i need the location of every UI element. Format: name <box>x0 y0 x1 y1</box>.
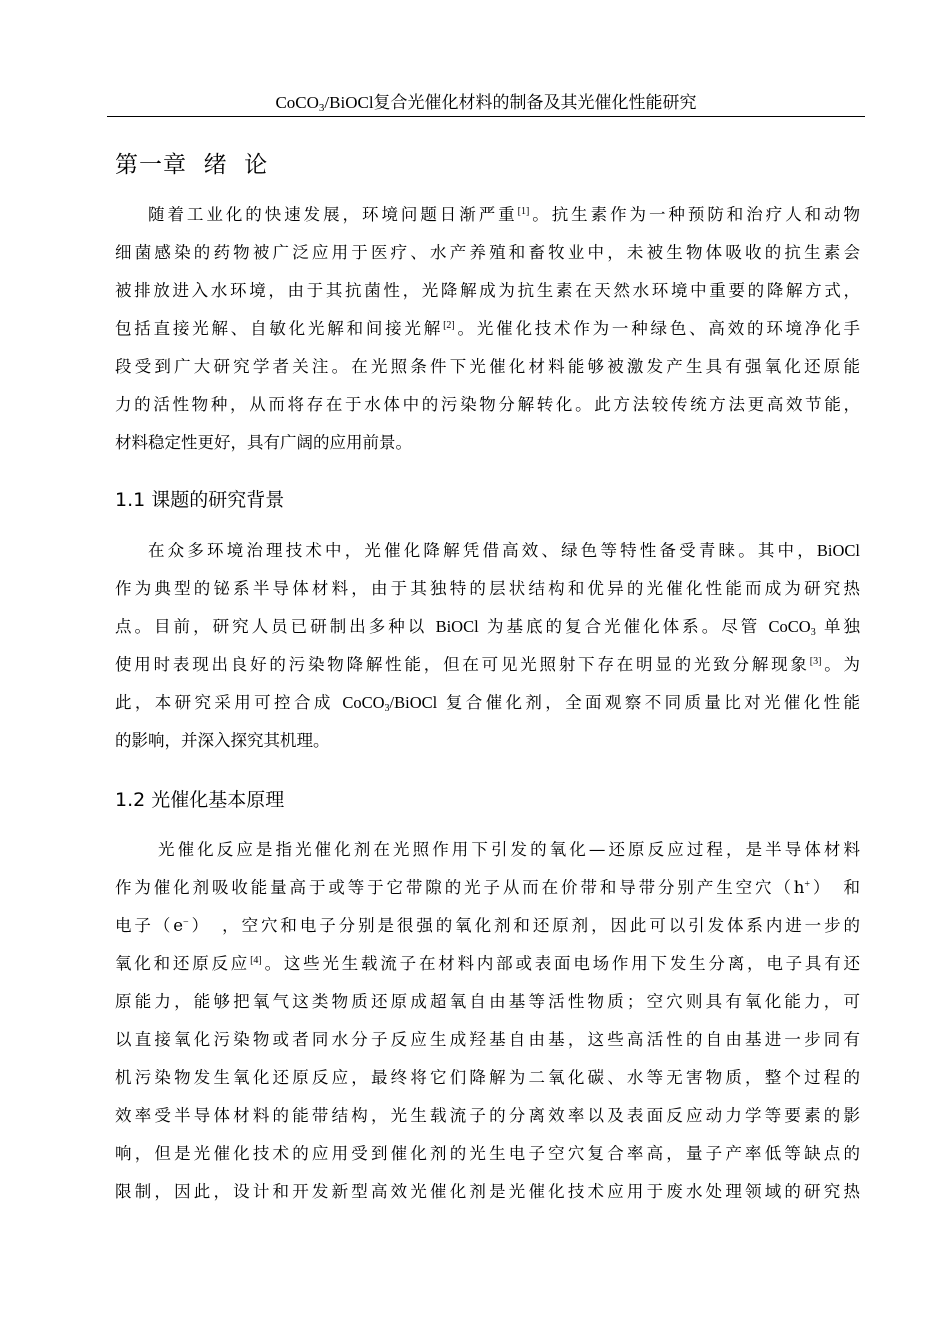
text-line: 此，本研究采用可控合成 CoCO$_3$/BiOCl 复合催化剂，全面观察不同质量比对光催化性能 <box>115 693 861 714</box>
header-subscript: 3 <box>318 102 325 114</box>
section-1-2-paragraph <box>115 831 860 1211</box>
citation[interactable]: [4] <box>250 955 262 966</box>
citation[interactable]: [2] <box>443 320 455 331</box>
text-line: 以直接氧化污染物或者同水分子反应生成羟基自由基，这些高活性的自由基进一步同有 <box>115 1030 860 1049</box>
text-line: 作为典型的铋系半导体材料，由于其独特的层状结构和优异的光催化性能而成为研究热 <box>115 579 860 598</box>
text-line: 点。目前，研究人员已研制出多种以 BiOCl 为基底的复合光催化体系。尽管 CoCO$_3$ 单独 <box>115 617 860 638</box>
text-line: 的影响，并深入探究其机理。 <box>115 731 330 750</box>
text-line: 力的活性物种，从而将存在于水体中的污染物分解转化。此方法较传统方法更高效节能， <box>115 395 860 414</box>
text-line: 机污染物发生氧化还原反应，最终将它们降解为二氧化碳、水等无害物质，整个过程的 <box>115 1068 860 1087</box>
header-rule <box>107 116 865 117</box>
citation[interactable]: [1] <box>517 206 530 217</box>
intro-paragraph <box>115 196 860 462</box>
text-line: 作为催化剂吸收能量高于或等于它带隙的光子从而在价带和导带分别产生空穴（h+） 和 <box>115 878 860 897</box>
text-line: 材料稳定性更好，具有广阔的应用前景。 <box>115 433 412 452</box>
text-line: 光催化反应是指光催化剂在光照作用下引发的氧化—还原反应过程，是半导体材料 <box>158 840 860 859</box>
section-title-1-1: 1.1 课题的研究背景 <box>115 489 285 511</box>
text-line: 电子（e−） ，空穴和电子分别是很强的氧化剂和还原剂，因此可以引发体系内进一步的 <box>115 916 860 935</box>
text-line: 段受到广大研究学者关注。在光照条件下光催化材料能够被激发产生具有强氧化还原能 <box>115 357 860 376</box>
text-line: 响，但是光催化技术的应用受到催化剂的光生电子空穴复合率高，量子产率低等缺点的 <box>115 1144 860 1163</box>
running-header <box>107 92 865 114</box>
text-line: 细菌感染的药物被广泛应用于医疗、水产养殖和畜牧业中，未被生物体吸收的抗生素会 <box>115 243 860 262</box>
section-1-1-paragraph <box>115 532 860 760</box>
header-title-part: /BiOCl复合光催化材料的制备及其光催化性能研究 <box>324 93 697 112</box>
citation[interactable]: [3] <box>809 656 822 667</box>
section-title-1-2: 1.2 光催化基本原理 <box>115 789 285 811</box>
text-line: 氧化和还原反应[4]。这些光生载流子在材料内部或表面电场作用下发生分离，电子具有还 <box>115 954 861 973</box>
text-line: 包括直接光解、自敏化光解和间接光解[2]。光催化技术作为一种绿色、高效的环境净化手 <box>115 319 861 338</box>
header-title-part: CoCO <box>275 93 319 112</box>
chapter-title: 第一章 绪 论 <box>115 152 269 178</box>
text-line: 随着工业化的快速发展，环境问题日渐严重[1]。抗生素作为一种预防和治疗人和动物 <box>148 205 861 224</box>
text-line: 限制，因此，设计和开发新型高效光催化剂是光催化技术应用于废水处理领域的研究热 <box>115 1182 860 1201</box>
text-line: 被排放进入水环境，由于其抗菌性，光降解成为抗生素在天然水环境中重要的降解方式， <box>115 281 860 300</box>
text-line: 在众多环境治理技术中，光催化降解凭借高效、绿色等特性备受青睐。其中，BiOCl <box>148 541 860 560</box>
text-line: 原能力，能够把氧气这类物质还原成超氧自由基等活性物质；空穴则具有氧化能力，可 <box>115 992 860 1011</box>
text-line: 使用时表现出良好的污染物降解性能，但在可见光照射下存在明显的光致分解现象[3]。为 <box>115 655 861 674</box>
text-line: 效率受半导体材料的能带结构，光生载流子的分离效率以及表面反应动力学等要素的影 <box>115 1106 860 1125</box>
